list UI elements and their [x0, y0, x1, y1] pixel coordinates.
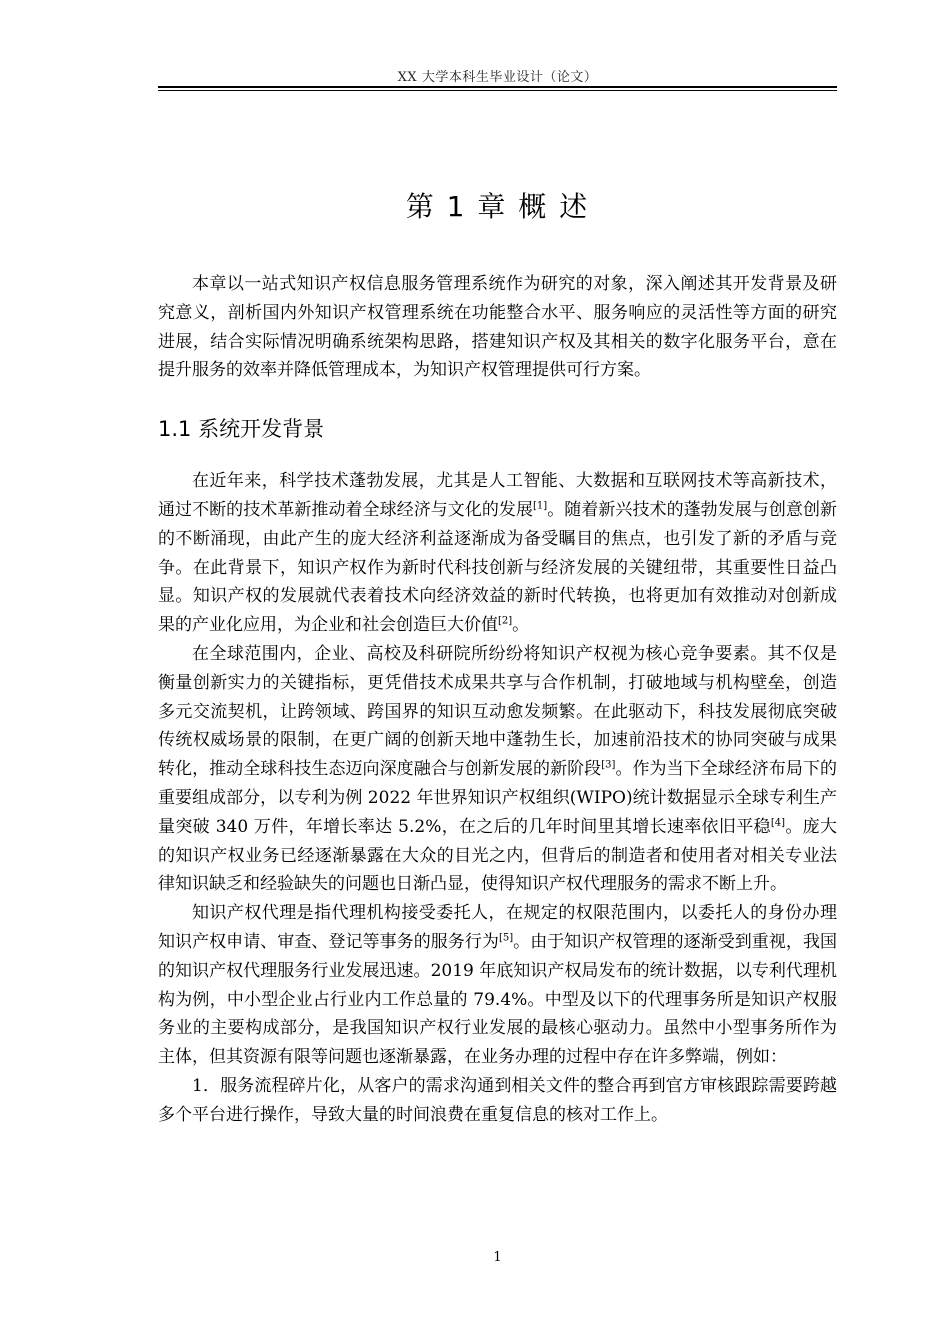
running-header: XX 大学本科生毕业设计（论文） [397, 70, 598, 85]
paragraph-4-list-item: 1．服务流程碎片化，从客户的需求沟通到相关文件的整合再到官方审核跟踪需要跨越多个平台进行操作，导致大量的时间浪费在重复信息的核对工作上。 [158, 1075, 837, 1125]
paragraph-3-part-a: 知识产权代理是指代理机构接受委托人，在规定的权限范围内，以委托人的身份办理知识产权申请、审查、登记等事务的服务行为 [158, 903, 837, 952]
citation-1[interactable]: [1] [533, 500, 548, 512]
intro-paragraph: 本章以一站式知识产权信息服务管理系统作为研究的对象，深入阐述其开发背景及研究意义，剖析国内外知识产权管理系统在功能整合水平、服务响应的灵活性等方面的研究进展，结合实际情况明确系统架构思路，搭建知识产权及其相关的数字化服务平台，意在提升服务的效率并降低管理成本，为知识产权管理提供可行方案。 [158, 274, 837, 381]
citation-5[interactable]: [5] [498, 932, 514, 944]
paragraph-1-part-a: 在近年来，科学技术蓬勃发展，尤其是人工智能、大数据和互联网技术等高新技术，通过不断的技术革新推动着全球经济与文化的发展 [158, 471, 837, 520]
body-text [158, 270, 837, 1130]
header-rule [158, 86, 837, 91]
chapter-title: 第 1 章 概 述 [405, 190, 590, 223]
citation-2[interactable]: [2] [498, 615, 513, 627]
section-title: 1.1 系统开发背景 [158, 417, 325, 442]
paragraph-2-part-b: 。作为当下全球经济布局下的重要组成部分，以专利为例 2022 年世界知识产权组织(WIPO)统计数据显示全球专利生产量突破 340 万件，年增长率达 5.2%，在之后的几年时间里其增长速率依旧平稳 [158, 759, 837, 837]
paragraph-2 [158, 640, 837, 899]
citation-4[interactable]: [4] [770, 817, 786, 829]
paragraph-1 [158, 467, 837, 640]
paragraph-2-part-c: 。庞大的知识产权业务已经逐渐暴露在大众的目光之内，但背后的制造者和使用者对相关专业法律知识缺乏和经验缺失的问题也日渐凸显，使得知识产权代理服务的需求不断上升。 [158, 816, 838, 895]
paragraph-1-part-b: 。随着新兴技术的蓬勃发展与创意创新的不断涌现，由此产生的庞大经济利益逐渐成为备受瞩目的焦点，也引发了新的矛盾与竞争。在此背景下，知识产权作为新时代科技创新与经济发展的关键纽带，其重要性日益凸显。知识产权的发展就代表着技术向经济效益的新时代转换，也将更加有效推动对创新成果的产业化应用，为企业和社会创造巨大价值 [158, 499, 837, 636]
paragraph-3 [158, 899, 837, 1072]
paragraph-3-part-b: 。由于知识产权管理的逐渐受到重视，我国的知识产权代理服务行业发展迅速。2019 年底知识产权局发布的统计数据，以专利代理机构为例，中小型企业占行业内工作总量的 79.4%。中型及以下的代理事务所是知识产权服务业的主要构成部分，是我国知识产权行业发展的最核心驱动力。虽然中小型事务所作为主体，但其资源有限等问题也逐渐暴露，在业务办理的过程中存在许多弊端，例如： [158, 931, 837, 1068]
citation-3[interactable]: [3] [601, 759, 616, 771]
page-number: 1 [493, 1250, 502, 1265]
paragraph-1-part-c: 。 [512, 615, 530, 636]
paragraph-2-part-a: 在全球范围内，企业、高校及科研院所纷纷将知识产权视为核心竞争要素。其不仅是衡量创新实力的关键指标，更凭借技术成果共享与合作机制，打破地域与机构壁垒，创造多元交流契机，让跨领域、跨国界的知识互动愈发频繁。在此驱动下，科技发展彻底突破传统权威场景的限制，在更广阔的创新天地中蓬勃生长，加速前沿技术的协同突破与成果转化，推动全球科技生态迈向深度融合与创新发展的新阶段 [158, 643, 837, 780]
